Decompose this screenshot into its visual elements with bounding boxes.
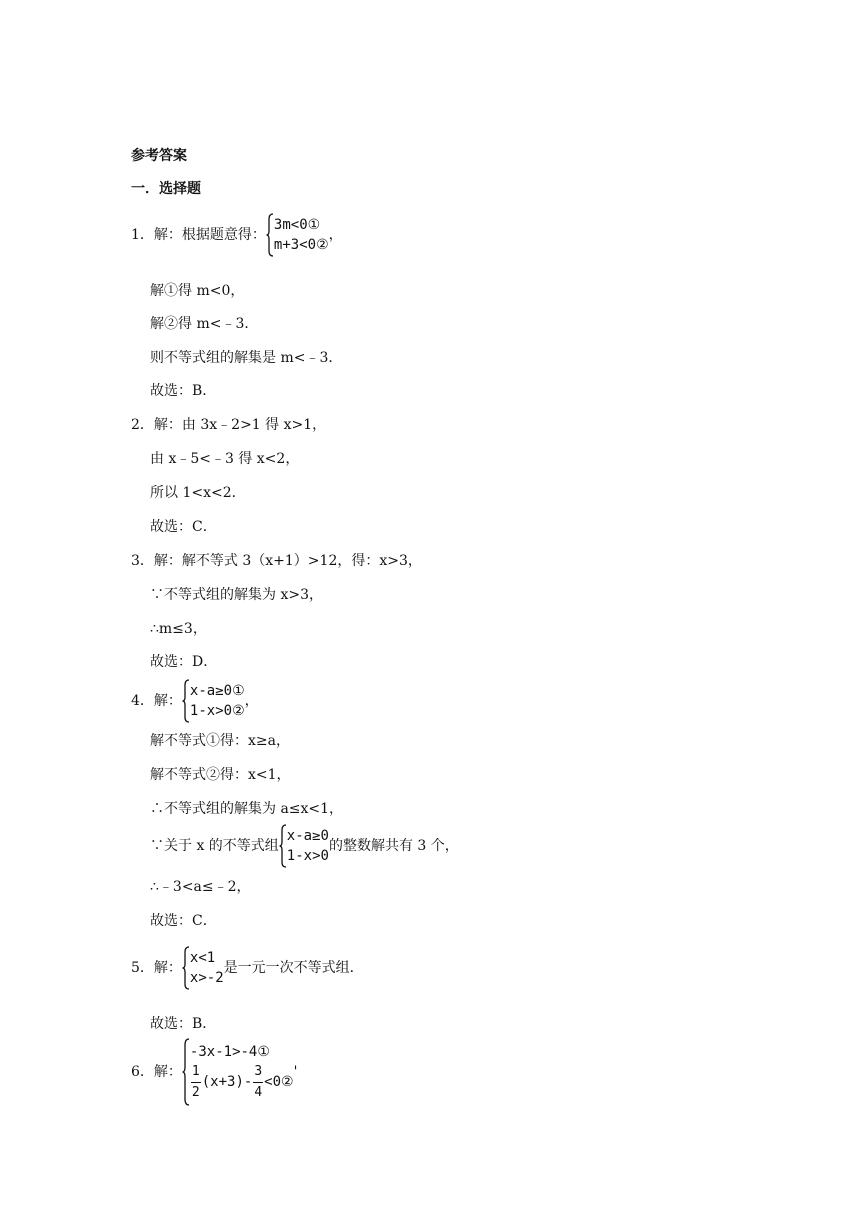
- q6-number: 6．: [131, 1064, 154, 1080]
- q4-line4-start: ∵关于 x 的不等式组: [150, 838, 279, 854]
- q1-tail: ，: [328, 227, 343, 243]
- q1-sys-row1: 3m<0①: [273, 217, 321, 233]
- answer-heading: 参考答案: [131, 148, 187, 164]
- q1-line1: 解①得 m<0，: [150, 283, 245, 299]
- q4-inline-row1: x-a≥0: [286, 828, 329, 844]
- q4-sys-row1: x-a≥0①: [189, 683, 245, 699]
- q5-number: 5．: [131, 960, 154, 976]
- q1-lead: 解：根据题意得：: [153, 227, 266, 243]
- q6-system: [182, 1038, 294, 1106]
- q4-block: [131, 679, 259, 723]
- q4-tail: ，: [244, 693, 259, 709]
- q4-system: [182, 679, 245, 723]
- q5-block: [131, 946, 364, 990]
- q6-sys-row1: -3x-1>-4①: [189, 1043, 270, 1060]
- q3-number: 3．: [131, 553, 154, 569]
- q5-sys-row1: x<1: [189, 950, 216, 966]
- q3-block: [131, 552, 422, 570]
- q1-number: 1．: [131, 227, 154, 243]
- q2-answer: 故选：C．: [150, 519, 217, 535]
- q1-line2: 解②得 m<﹣3．: [150, 316, 259, 332]
- q6-fraction-half: $\frac{1}{2}$: [191, 1063, 200, 1100]
- q6-lead: 解：: [153, 1064, 182, 1080]
- brace-icon: [279, 824, 287, 868]
- q1-system: [266, 213, 329, 257]
- q2-line3: 所以 1<x<2．: [150, 485, 246, 501]
- q4-line2: 解不等式②得：x<1，: [150, 767, 291, 783]
- q3-line2: ∵不等式组的解集为 x>3，: [150, 587, 323, 603]
- q2-number: 2．: [131, 417, 154, 433]
- q3-line1: 解：解不等式 3（x+1）>12，得：x>3，: [153, 553, 422, 569]
- q1-line3: 则不等式组的解集是 m<﹣3．: [150, 350, 343, 366]
- q4-line3: ∴不等式组的解集为 a≤x<1，: [150, 801, 344, 817]
- q1-block: [131, 213, 343, 257]
- q6-row2-middle: (x+3)-: [201, 1074, 253, 1090]
- q1-sys-row2: m+3<0②: [273, 237, 329, 253]
- brace-icon: [266, 213, 274, 257]
- q4-lead: 解：: [153, 693, 182, 709]
- q5-lead: 解：: [153, 960, 182, 976]
- q4-line5: ∴﹣3<a≤﹣2，: [150, 879, 251, 895]
- q4-line4: [150, 824, 459, 868]
- q5-tail: 是一元一次不等式组．: [223, 960, 364, 976]
- q3-answer: 故选：D．: [150, 654, 218, 670]
- q6-fraction-three-quarters: $\frac{3}{4}$: [254, 1063, 263, 1100]
- q4-answer: 故选：C．: [150, 913, 217, 929]
- q4-line1: 解不等式①得：x≥a，: [150, 733, 290, 749]
- q5-answer: 故选：B．: [150, 1016, 217, 1032]
- q4-inline-system: [279, 824, 329, 868]
- q4-line4-end: 的整数解共有 3 个，: [328, 838, 459, 854]
- q5-system: [182, 946, 224, 990]
- q6-row2-end: <0②: [264, 1074, 294, 1090]
- q4-sys-row2: 1-x>0②: [189, 703, 245, 719]
- q3-line3: ∴m≤3，: [150, 621, 207, 637]
- q6-tail: ': [293, 1064, 298, 1080]
- q1-answer: 故选：B．: [150, 383, 217, 399]
- q2-block: [131, 416, 326, 434]
- q6-block: [131, 1038, 297, 1106]
- q5-sys-row2: x>-2: [189, 970, 224, 986]
- q2-line2: 由 x﹣5<﹣3 得 x<2，: [150, 451, 300, 467]
- q2-line1: 解：由 3x﹣2>1 得 x>1，: [153, 417, 327, 433]
- q6-sys-row2: [190, 1062, 294, 1103]
- q4-inline-row2: 1-x>0: [286, 848, 329, 864]
- brace-icon: [182, 679, 190, 723]
- brace-icon: [182, 1038, 190, 1106]
- q4-number: 4．: [131, 693, 154, 709]
- brace-icon: [182, 946, 190, 990]
- section-title: 一．选择题: [131, 181, 201, 197]
